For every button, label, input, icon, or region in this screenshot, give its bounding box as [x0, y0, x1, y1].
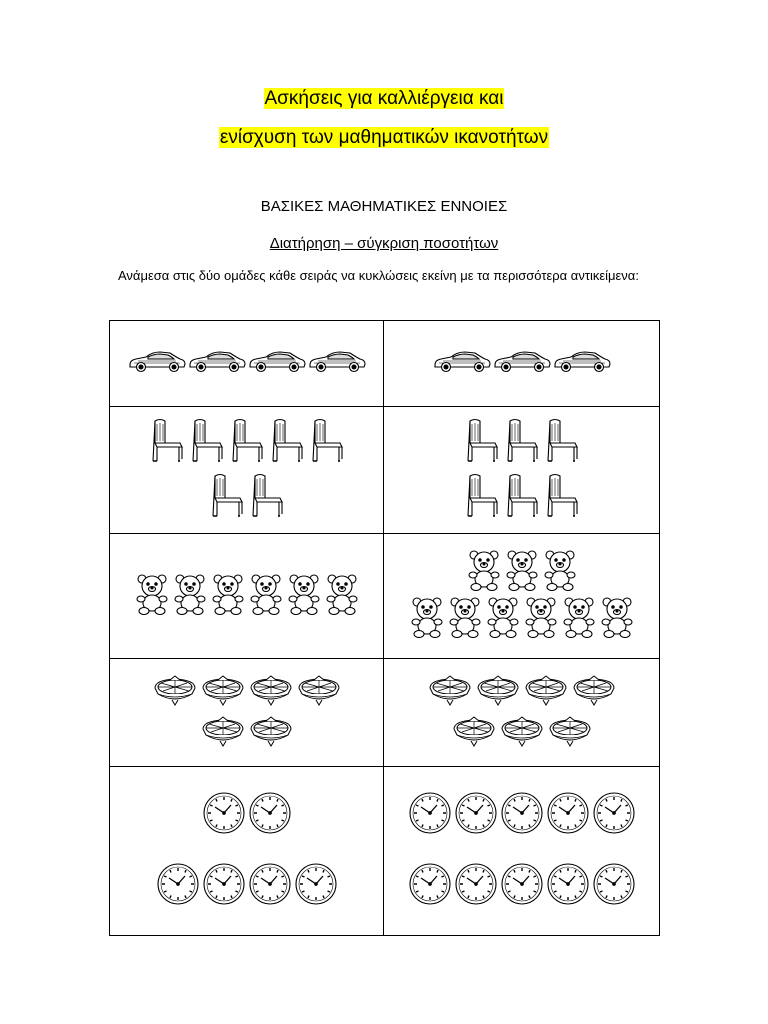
- object-line: [147, 417, 347, 468]
- right-group[interactable]: [384, 321, 659, 406]
- object-line: [426, 674, 618, 711]
- car-icon: [553, 348, 611, 379]
- chair-icon: [308, 417, 346, 468]
- clock-icon: [546, 791, 590, 840]
- spinning-top-icon: [152, 674, 198, 711]
- right-group[interactable]: [384, 534, 659, 658]
- comparison-row: [110, 659, 659, 767]
- object-line: [462, 417, 582, 468]
- clock-icon: [248, 791, 292, 840]
- instruction-text: Ανάμεσα στις δύο ομάδες κάθε σειράς να κυκλώσεις εκείνη με τα περισσότερα αντικείμενα:: [118, 268, 639, 283]
- car-icon: [128, 348, 186, 379]
- comparison-row: [110, 407, 659, 534]
- title-line-2: [0, 127, 768, 149]
- chair-icon: [208, 472, 246, 523]
- spinning-top-icon: [499, 715, 545, 752]
- teddy-bear-icon: [324, 573, 360, 620]
- object-line: [207, 472, 287, 523]
- teddy-bear-icon: [172, 573, 208, 620]
- teddy-bear-icon: [210, 573, 246, 620]
- car-icon: [308, 348, 366, 379]
- object-line: [462, 472, 582, 523]
- clock-icon: [408, 791, 452, 840]
- chair-icon: [148, 417, 186, 468]
- spinning-top-icon: [427, 674, 473, 711]
- left-group[interactable]: [110, 659, 384, 766]
- object-line: [133, 573, 361, 620]
- clock-icon: [500, 791, 544, 840]
- teddy-bear-icon: [561, 596, 597, 643]
- object-line: [407, 862, 637, 911]
- section-subheading: Διατήρηση – σύγκριση ποσοτήτων: [269, 235, 499, 252]
- car-icon: [433, 348, 491, 379]
- title-line-2-text: ενίσχυση των μαθηματικών ικανοτήτων: [219, 127, 549, 148]
- chair-icon: [503, 472, 541, 523]
- title-line-1: [0, 88, 768, 110]
- spinning-top-icon: [451, 715, 497, 752]
- spinning-top-icon: [248, 674, 294, 711]
- clock-icon: [592, 791, 636, 840]
- clock-icon: [546, 862, 590, 911]
- title-line-1-text: Ασκήσεις για καλλιέργεια και: [264, 88, 504, 109]
- object-line: [155, 862, 339, 911]
- clock-icon: [454, 791, 498, 840]
- teddy-bear-icon: [485, 596, 521, 643]
- chair-icon: [463, 472, 501, 523]
- chair-icon: [188, 417, 226, 468]
- car-icon: [248, 348, 306, 379]
- teddy-bear-icon: [599, 596, 635, 643]
- spinning-top-icon: [200, 674, 246, 711]
- object-line: [201, 791, 293, 840]
- spinning-top-icon: [475, 674, 521, 711]
- object-line: [465, 549, 579, 596]
- object-line: [199, 715, 295, 752]
- right-group[interactable]: [384, 767, 659, 935]
- left-group[interactable]: [110, 407, 384, 533]
- teddy-bear-icon: [409, 596, 445, 643]
- chair-icon: [268, 417, 306, 468]
- clock-icon: [202, 791, 246, 840]
- object-line: [450, 715, 594, 752]
- teddy-bear-icon: [523, 596, 559, 643]
- chair-icon: [463, 417, 501, 468]
- object-line: [408, 596, 636, 643]
- object-line: [432, 348, 612, 379]
- clock-icon: [454, 862, 498, 911]
- object-line: [151, 674, 343, 711]
- comparison-row: [110, 767, 659, 935]
- chair-icon: [228, 417, 266, 468]
- clock-icon: [202, 862, 246, 911]
- teddy-bear-icon: [286, 573, 322, 620]
- teddy-bear-icon: [134, 573, 170, 620]
- car-icon: [188, 348, 246, 379]
- clock-icon: [156, 862, 200, 911]
- comparison-row: [110, 321, 659, 407]
- spinning-top-icon: [523, 674, 569, 711]
- clock-icon: [408, 862, 452, 911]
- car-icon: [493, 348, 551, 379]
- chair-icon: [543, 472, 581, 523]
- spinning-top-icon: [200, 715, 246, 752]
- chair-icon: [248, 472, 286, 523]
- clock-icon: [294, 862, 338, 911]
- comparison-row: [110, 534, 659, 659]
- comparison-table: [109, 320, 660, 936]
- clock-icon: [592, 862, 636, 911]
- right-group[interactable]: [384, 407, 659, 533]
- teddy-bear-icon: [466, 549, 502, 596]
- chair-icon: [543, 417, 581, 468]
- left-group[interactable]: [110, 767, 384, 935]
- left-group[interactable]: [110, 534, 384, 658]
- teddy-bear-icon: [504, 549, 540, 596]
- object-line: [407, 791, 637, 840]
- teddy-bear-icon: [542, 549, 578, 596]
- spinning-top-icon: [296, 674, 342, 711]
- teddy-bear-icon: [248, 573, 284, 620]
- chair-icon: [503, 417, 541, 468]
- section-heading: ΒΑΣΙΚΕΣ ΜΑΘΗΜΑΤΙΚΕΣ ΕΝΝΟΙΕΣ: [260, 198, 508, 215]
- spinning-top-icon: [571, 674, 617, 711]
- spinning-top-icon: [547, 715, 593, 752]
- clock-icon: [248, 862, 292, 911]
- left-group[interactable]: [110, 321, 384, 406]
- object-line: [127, 348, 367, 379]
- teddy-bear-icon: [447, 596, 483, 643]
- right-group[interactable]: [384, 659, 659, 766]
- clock-icon: [500, 862, 544, 911]
- spinning-top-icon: [248, 715, 294, 752]
